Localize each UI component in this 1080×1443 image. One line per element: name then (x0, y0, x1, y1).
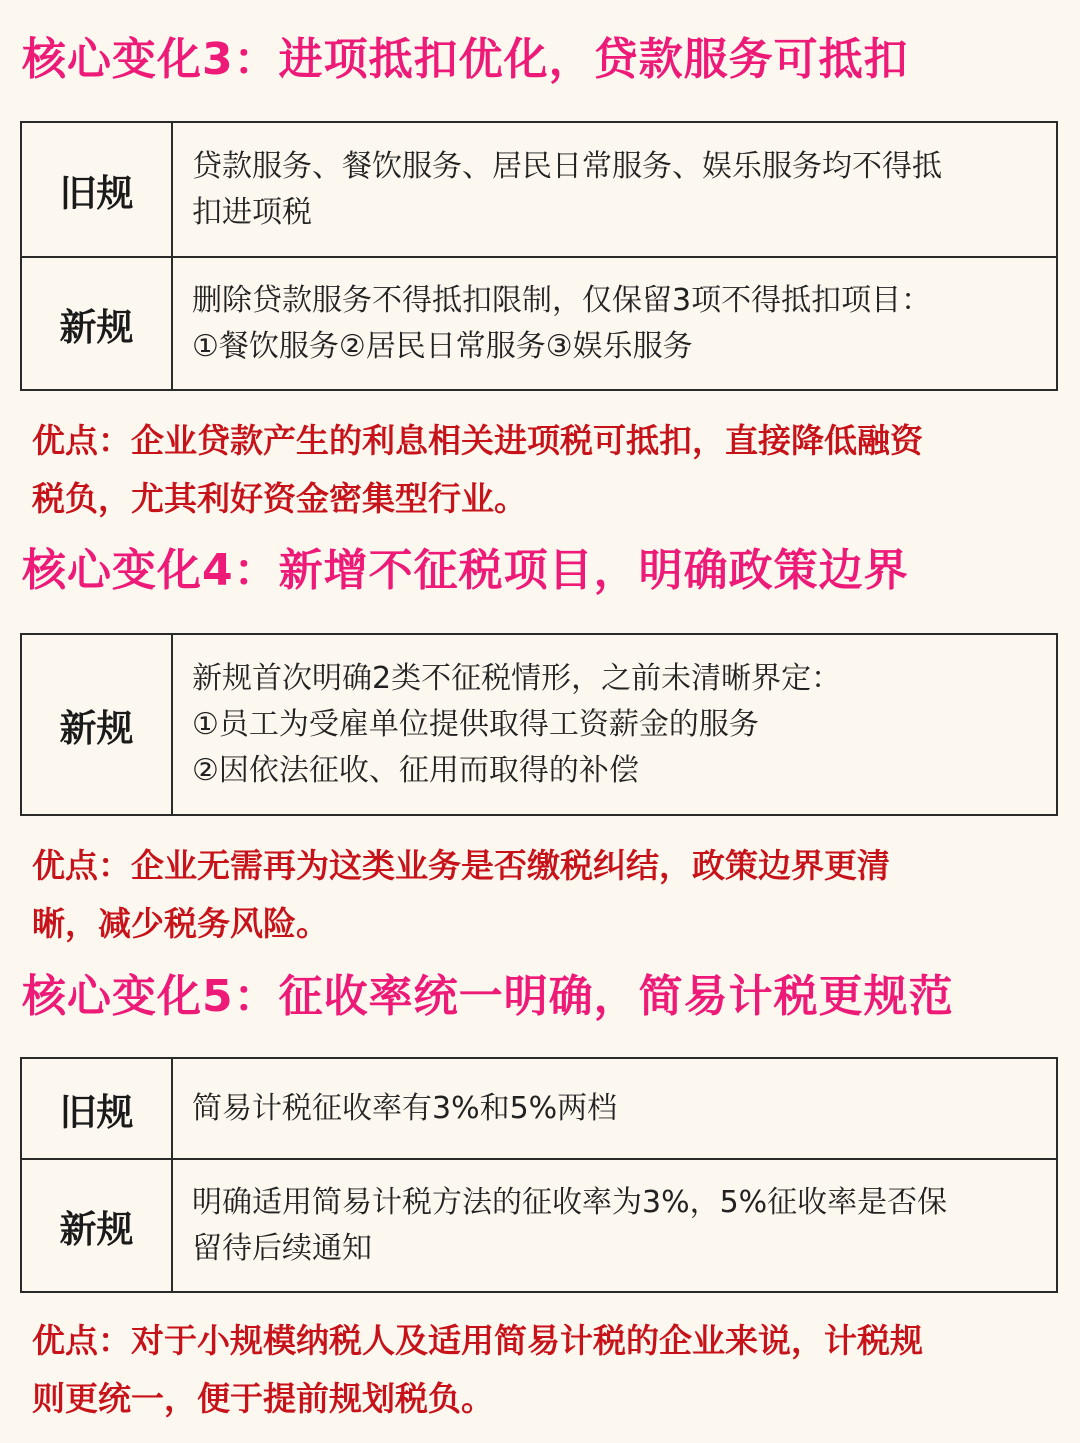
rule-label-new: 新规 (22, 1160, 173, 1291)
rule-row-old (22, 1059, 1056, 1158)
section-title-change-5: 核心变化5：征收率统一明确，简易计税更规范 (22, 971, 954, 1022)
advantage-change-4 (32, 837, 1052, 953)
advantage-change-5 (32, 1312, 1052, 1428)
advantage-line: 优点：对于小规模纳税人及适用简易计税的企业来说，计税规 (32, 1321, 923, 1360)
advantage-line: 则更统一，便于提前规划税负。 (32, 1379, 494, 1418)
advantage-line: 优点：企业贷款产生的利息相关进项税可抵扣，直接降低融资 (32, 421, 923, 460)
rule-line: ①餐饮服务②居民日常服务③娱乐服务 (192, 328, 693, 364)
rule-row-new (22, 635, 1056, 814)
rule-row-new (22, 1158, 1056, 1291)
advantage-line: 税负，尤其利好资金密集型行业。 (32, 479, 527, 518)
rule-line: 新规首次明确2类不征税情形，之前未清晰界定： (192, 660, 842, 696)
rule-line: ①员工为受雇单位提供取得工资薪金的服务 (192, 706, 759, 742)
rule-line: 扣进项税 (192, 194, 312, 230)
rule-row-old (22, 123, 1056, 256)
rule-label-old: 旧规 (22, 1059, 173, 1158)
rule-text-new (173, 1160, 1056, 1291)
advantage-line: 晰，减少税务风险。 (32, 904, 329, 943)
rule-line: ②因依法征收、征用而取得的补偿 (192, 752, 639, 788)
rule-text-new (173, 635, 1056, 814)
section-title-change-3: 核心变化3：进项抵扣优化，贷款服务可抵扣 (22, 34, 909, 85)
rule-text-old (173, 123, 1056, 256)
rule-label-old: 旧规 (22, 123, 173, 256)
rule-label-new: 新规 (22, 635, 173, 814)
rule-label-new: 新规 (22, 258, 173, 389)
section-title-change-4: 核心变化4：新增不征税项目，明确政策边界 (22, 545, 909, 596)
rule-line: 简易计税征收率有3%和5%两档 (192, 1090, 618, 1126)
rule-text-old (173, 1059, 1056, 1158)
rule-table-change-3 (20, 121, 1058, 391)
rule-text-new (173, 258, 1056, 389)
rule-row-new (22, 256, 1056, 389)
rule-line: 贷款服务、餐饮服务、居民日常服务、娱乐服务均不得抵 (192, 148, 942, 184)
rule-line: 留待后续通知 (192, 1230, 372, 1266)
rule-table-change-4 (20, 633, 1058, 816)
rule-table-change-5 (20, 1057, 1058, 1293)
advantage-change-3 (32, 412, 1052, 528)
rule-line: 明确适用简易计税方法的征收率为3%，5%征收率是否保 (192, 1184, 948, 1220)
rule-line: 删除贷款服务不得抵扣限制，仅保留3项不得抵扣项目： (192, 282, 932, 318)
advantage-line: 优点：企业无需再为这类业务是否缴税纠结，政策边界更清 (32, 846, 890, 885)
